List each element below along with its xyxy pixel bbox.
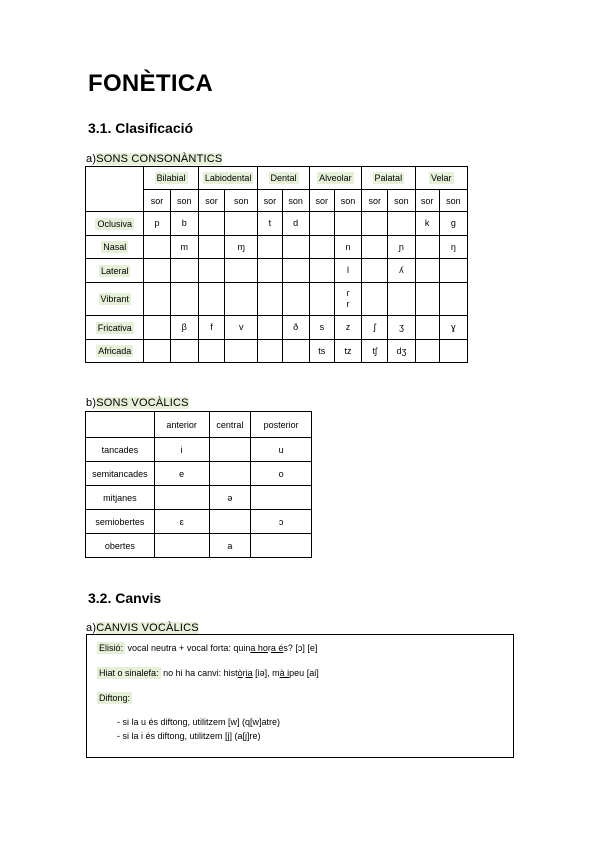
vowel-changes-label-prefix: a) [86,622,97,634]
voicing-sor: sor [258,190,282,212]
vowel-cell [209,438,251,462]
vowel-cell [154,486,209,510]
hiat-text-3: [iə], m [252,668,280,678]
consonant-cell [362,236,388,259]
consonant-cell: b [170,212,198,236]
vowels-header-row [86,412,312,438]
consonant-cell [144,316,170,340]
consonant-cell: tʃ [362,340,388,363]
consonant-cell [198,212,224,236]
consonant-cell [362,283,388,316]
consonant-cell [309,283,334,316]
elisio-underline-1: a ho [250,643,268,653]
manner-label [86,236,144,259]
consonant-cell: d [282,212,309,236]
consonant-cell: t [258,212,282,236]
consonant-cell [439,340,467,363]
consonant-cell [362,259,388,283]
vowel-cell: e [154,462,209,486]
vowel-row-label: tancades [86,438,155,462]
consonant-cell: ɣ [439,316,467,340]
table-row [86,340,468,363]
consonant-cell [258,236,282,259]
consonant-cell: ʃ [362,316,388,340]
manner-label-text: Nasal [103,242,127,252]
consonants-label-prefix: a) [86,153,97,165]
consonant-cell: ʎ [388,259,415,283]
consonant-cell: m [170,236,198,259]
consonant-cell [258,283,282,316]
vowel-cell [251,486,312,510]
vowel-changes-label-text: CANVIS VOCÀLICS [96,622,199,634]
place-header: Bilabial [156,173,186,183]
vowel-cell [251,534,312,558]
hiat-underline-1: ia [245,668,253,678]
vowel-cell [209,510,251,534]
elisio-line [97,643,317,653]
voicing-sor: sor [144,190,170,212]
manner-label-text: Africada [98,346,132,356]
hiat-text-2: r [242,668,246,678]
vowels-label-prefix: b) [86,397,97,409]
manner-label-text: Vibrant [100,294,129,304]
consonant-cell: ŋ [439,236,467,259]
consonant-cell: ɲ [388,236,415,259]
table-row [86,438,312,462]
consonant-cell [225,283,258,316]
vowels-label [86,397,189,409]
consonant-cell [415,283,439,316]
place-header: Labiodental [204,173,252,183]
consonant-cell [282,283,309,316]
vowel-row-label: obertes [86,534,155,558]
voicing-son: son [334,190,361,212]
consonant-cell [144,236,170,259]
diftong-bullet-u: - si la u és diftong, utilitzem [w] (q[w]atre) [117,717,281,727]
consonant-cell: v [225,316,258,340]
consonants-label [86,153,222,165]
consonant-cell [282,236,309,259]
consonant-cell [334,212,361,236]
hiat-text-4: peu [ai] [289,668,319,678]
consonant-cell [415,340,439,363]
consonants-body [86,212,468,363]
consonant-cell [144,340,170,363]
consonant-cell: s [309,316,334,340]
table-row [86,534,312,558]
vowel-cell: a [209,534,251,558]
consonant-cell: g [439,212,467,236]
table-row [86,236,468,259]
consonant-cell [144,259,170,283]
consonant-cell [415,316,439,340]
consonant-cell [258,316,282,340]
consonant-cell [144,283,170,316]
consonant-cell [225,259,258,283]
vowel-cell: u [251,438,312,462]
elisio-mid: r [267,643,271,653]
vowel-cell [154,534,209,558]
consonant-cell: ɱ [225,236,258,259]
table-row [86,259,468,283]
consonant-cell [170,259,198,283]
consonant-cell: z [334,316,361,340]
consonant-cell [282,340,309,363]
manner-label [86,283,144,316]
vowel-column-header: anterior [154,412,209,438]
table-row [86,510,312,534]
consonant-cell: p [144,212,170,236]
vowel-changes-box [86,634,514,758]
consonant-cell: n [334,236,361,259]
vowel-row-label: semiobertes [86,510,155,534]
manner-label-text: Oclusiva [97,218,132,229]
vowel-cell: ɛ [154,510,209,534]
table-row [86,462,312,486]
manner-label [86,212,144,236]
place-header: Palatal [374,173,403,183]
manner-label-text: Fricativa [97,322,132,333]
section-heading-classificacio: 3.1. Clasificació [88,120,194,136]
voicing-sor: sor [362,190,388,212]
consonant-cell [282,259,309,283]
diftong-bullet-i: - si la i és diftong, utilitzem [j] (a[j]re) [117,731,261,741]
consonant-cell [198,340,224,363]
table-row [86,212,468,236]
consonant-cell [415,259,439,283]
table-corner-cell [86,167,144,212]
consonant-cell [225,212,258,236]
diftong-line [97,693,132,703]
hiat-underline-2: à i [279,668,290,678]
consonant-cell [198,283,224,316]
place-header: Dental [270,173,297,183]
voicing-sor: sor [198,190,224,212]
vowel-cell: o [251,462,312,486]
table-header-row [86,167,468,190]
place-header: Alveolar [319,173,352,183]
consonant-cell [198,236,224,259]
consonant-cell: dʒ [388,340,415,363]
consonant-cell: ɾ r [334,283,361,316]
consonant-cell [388,212,415,236]
consonant-cell: tz [334,340,361,363]
hiat-line [97,668,319,678]
hiat-text-1: no hi ha canvi: hist [163,668,238,678]
elisio-end: s? [ɔ] [e] [283,643,318,653]
table-row [86,486,312,510]
manner-label [86,340,144,363]
vowel-cell: i [154,438,209,462]
manner-label [86,259,144,283]
consonant-cell [198,259,224,283]
consonant-cell: l [334,259,361,283]
voicing-son: son [439,190,467,212]
consonant-cell [415,236,439,259]
vowels-label-text: SONS VOCÀLICS [96,397,189,409]
voicing-son: son [282,190,309,212]
voicing-son: son [388,190,415,212]
vowel-column-header: posterior [251,412,312,438]
table-row [86,283,468,316]
voicing-son: son [170,190,198,212]
place-header: Velar [431,173,452,183]
elisio-text: vocal neutra + vocal forta: quin [127,643,251,653]
vowels-body [86,438,312,558]
consonant-cell [225,340,258,363]
consonant-cell: f [198,316,224,340]
consonant-cell [258,340,282,363]
consonant-cell [258,259,282,283]
diftong-term: Diftong: [99,693,131,703]
vowel-cell: ə [209,486,251,510]
consonant-cell [439,283,467,316]
hiat-term: Hiat o sinalefa: [99,668,159,678]
hiat-accent: ò [237,668,243,678]
voicing-sor: sor [415,190,439,212]
consonant-cell: ts [309,340,334,363]
vowel-row-label: mitjanes [86,486,155,510]
manner-label-text: Lateral [100,265,129,276]
consonant-cell: ð [282,316,309,340]
consonant-cell: k [415,212,439,236]
consonant-cell [309,236,334,259]
consonant-cell [170,340,198,363]
voicing-son: son [225,190,258,212]
consonant-cell [362,212,388,236]
consonant-cell: ʒ [388,316,415,340]
consonant-cell [388,283,415,316]
consonant-cell [170,283,198,316]
vowel-changes-label [86,622,199,634]
consonants-table [85,166,468,363]
elisio-underline-2: a é [270,643,284,653]
page-title: FONÈTICA [88,70,214,97]
vowel-cell [209,462,251,486]
manner-label [86,316,144,340]
consonant-cell [309,259,334,283]
vowel-cell: ɔ [251,510,312,534]
consonant-cell [439,259,467,283]
table-row [86,316,468,340]
voicing-sor: sor [309,190,334,212]
vowels-table [85,411,312,558]
consonant-cell [309,212,334,236]
section-heading-canvis: 3.2. Canvis [88,590,162,606]
elisio-term: Elisió: [99,643,124,653]
vowel-row-label: semitancades [86,462,155,486]
vowel-column-header: central [209,412,251,438]
vowels-corner-cell [86,412,155,438]
consonants-label-text: SONS CONSONÀNTICS [96,153,223,165]
consonant-cell: β [170,316,198,340]
